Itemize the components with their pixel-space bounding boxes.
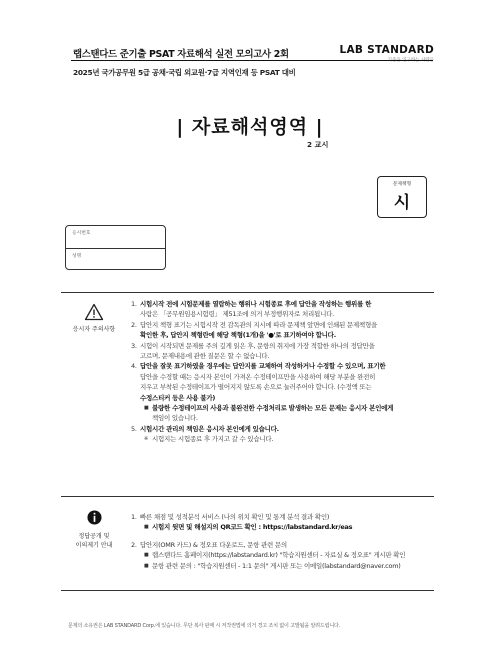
square-bullet-icon: ■ [144, 562, 149, 569]
logo-tagline: 기준을 연구하는 사람들 [387, 58, 434, 63]
section-divider-bottom [61, 590, 434, 591]
info-label-line-2: 이의제기 안내 [75, 542, 113, 549]
caution-4-line-2: 답안을 수정할 때는 응시자 본인이 가져온 수정테이프만을 사용하여 해당 부분을 완전히 [140, 372, 376, 381]
list-item: 2. 답안지(OMR 카드) & 정오표 다운로드, 문항 관련 문의 [131, 540, 436, 550]
page-title: | 자료해석영역 | [176, 116, 324, 138]
copyright-footer: 문제의 소유권은 LAB STANDARD Corp.에 있습니다. 무단 복사 판매 시 저작권법에 의거 경고 조치 없이 고발됨을 알려드립니다. [68, 623, 341, 629]
list-item: 4. 답안을 잘못 표기하였을 경우에는 답안지를 교체하여 작성하거나 수정할 수 있으며, 표기한 답안을 수정할 때는 응시자 본인이 가져온 수정테이프만을 사용하여 해당 부분을 완전히 지우고 부착된 수정테이프가 떨어지지 않도록 손으로 눌러주어야 합니다. (수정액 또는 수정스티커 등은 사용 불가) [131, 361, 436, 403]
booklet-type-label: 문제책형 [392, 182, 412, 187]
reference-mark-icon: ※ [144, 436, 148, 443]
caution-3-line-2: 고르며, 문제내용에 관한 질문은 할 수 없습니다. [140, 352, 270, 361]
caution-3-line-1: 시험이 시작되면 문제를 주의 깊게 읽은 후, 문항의 취지에 가장 적합한 하나의 정답만을 [140, 341, 375, 350]
caution-1-line-1: 시험시작 전에 시험문제를 열람하는 행위나 시험종료 후에 답안을 작성하는 행위를 한 [140, 300, 372, 308]
caution-5-text: 시험시간 관리의 책임은 응시자 본인에게 있습니다. [140, 424, 279, 433]
square-bullet-icon: ■ [144, 405, 149, 412]
section-divider-middle [61, 496, 434, 497]
booklet-type-box [377, 176, 427, 218]
exam-number-field[interactable] [66, 226, 165, 248]
title-block [0, 112, 500, 139]
header-title: 랩스탠다드 준기출 PSAT 자료해석 실전 모의고사 2회 [73, 49, 289, 60]
info-icon [87, 510, 102, 525]
caution-list [131, 299, 436, 445]
info-2-sub-2: ■ 문항 관련 문의 : "학습지원센터 - 1:1 문의" 게시판 또는 이메일(labstandard@naver.com) [144, 561, 401, 570]
square-bullet-icon: ■ [144, 524, 149, 531]
list-item: 1. 시험시작 전에 시험문제를 열람하는 행위나 시험종료 후에 답안을 작성하는 행위를 한 사람은 「공무원임용시험령」 제51조에 의거 부정행위자로 처리됩니다. [131, 299, 436, 320]
info-2-text: 답안지(OMR 카드) & 정오표 다운로드, 문항 관련 문의 [140, 540, 287, 549]
name-field[interactable] [66, 248, 165, 270]
info-1-sub: ■ 시험지 뒷면 및 해설지의 QR코드 확인 : https://labstandard.kr/eas [144, 523, 353, 532]
list-item: 3. 시험이 시작되면 문제를 주의 깊게 읽은 후, 문항의 취지에 가장 적합한 하나의 정답만을 고르며, 문제내용에 관한 질문은 할 수 없습니다. [131, 341, 436, 362]
caution-4-line-4: 수정스티커 등은 사용 불가) [140, 393, 216, 402]
caution-sub-note: ■ 불량한 수정테이프의 사용과 불완전한 수정처리로 발생하는 모든 문제는 응시자 본인에게 책임이 있습니다. [144, 404, 394, 423]
caution-4-line-1: 답안을 잘못 표기하였을 경우에는 답안지를 교체하여 작성하거나 수정할 수 있으며, 표기한 [140, 362, 386, 371]
caution-1-line-2: 사람은 「공무원임용시험령」 제51조에 의거 부정행위자로 처리됩니다. [140, 310, 334, 319]
info-1-text: 빠른 채점 및 성적분석 서비스 (나의 위치 확인 및 통계 분석 결과 확인) [140, 513, 330, 521]
section-divider-top [61, 292, 434, 293]
examinee-id-box [65, 225, 166, 270]
session-label: 2 교시 [307, 140, 329, 149]
info-list [131, 512, 436, 571]
caution-label: 응시자 주의사항 [72, 326, 116, 333]
info-label-line-1: 정답공개 및 [78, 533, 110, 540]
info-2-sub-1: ■ 랩스탠다드 홈페이지(https://labstandard.kr) "학습지원센터 - 자료실 & 정오표" 게시판 확인 [144, 551, 406, 560]
booklet-type-value: 시 [393, 193, 411, 213]
warning-icon [84, 303, 104, 321]
logo-text: LAB STANDARD [339, 44, 434, 56]
caution-5-note: ※ 시험지는 시험종료 후 가지고 갈 수 있습니다. [144, 435, 274, 444]
caution-2-line-2: 확인한 후, 답안지 책형란에 해당 책형(1개)을 '●'로 표기하여야 합니다. [140, 331, 336, 340]
list-item: 2. 답안지 책형 표기는 시험시작 전 감독관의 지시에 따라 문제책 앞면에 인쇄된 문제책형을 확인한 후, 답안지 책형란에 해당 책형(1개)을 '●'로 표기하여야 합니다. [131, 320, 436, 341]
caution-section-header [68, 303, 120, 334]
list-item: 1. 빠른 채점 및 성적분석 서비스 (나의 위치 확인 및 통계 분석 결과 확인) [131, 512, 436, 522]
caution-2-line-1: 답안지 책형 표기는 시험시작 전 감독관의 지시에 따라 문제책 앞면에 인쇄된 문제책형을 [140, 320, 378, 329]
square-bullet-icon: ■ [144, 552, 149, 559]
header-rule [71, 60, 433, 61]
header-subtitle: 2025년 국가공무원 5급 공채·국립 외교원·7급 지역인재 등 PSAT 대비 [73, 68, 296, 77]
caution-4-line-3: 지우고 부착된 수정테이프가 떨어지지 않도록 손으로 눌러주어야 합니다. (수정액 또는 [140, 383, 372, 392]
info-section-header [64, 510, 124, 550]
name-label: 성명 [72, 253, 82, 259]
list-item: 5. 시험시간 관리의 책임은 응시자 본인에게 있습니다. [131, 424, 436, 434]
exam-number-label: 응시번호 [72, 231, 91, 236]
